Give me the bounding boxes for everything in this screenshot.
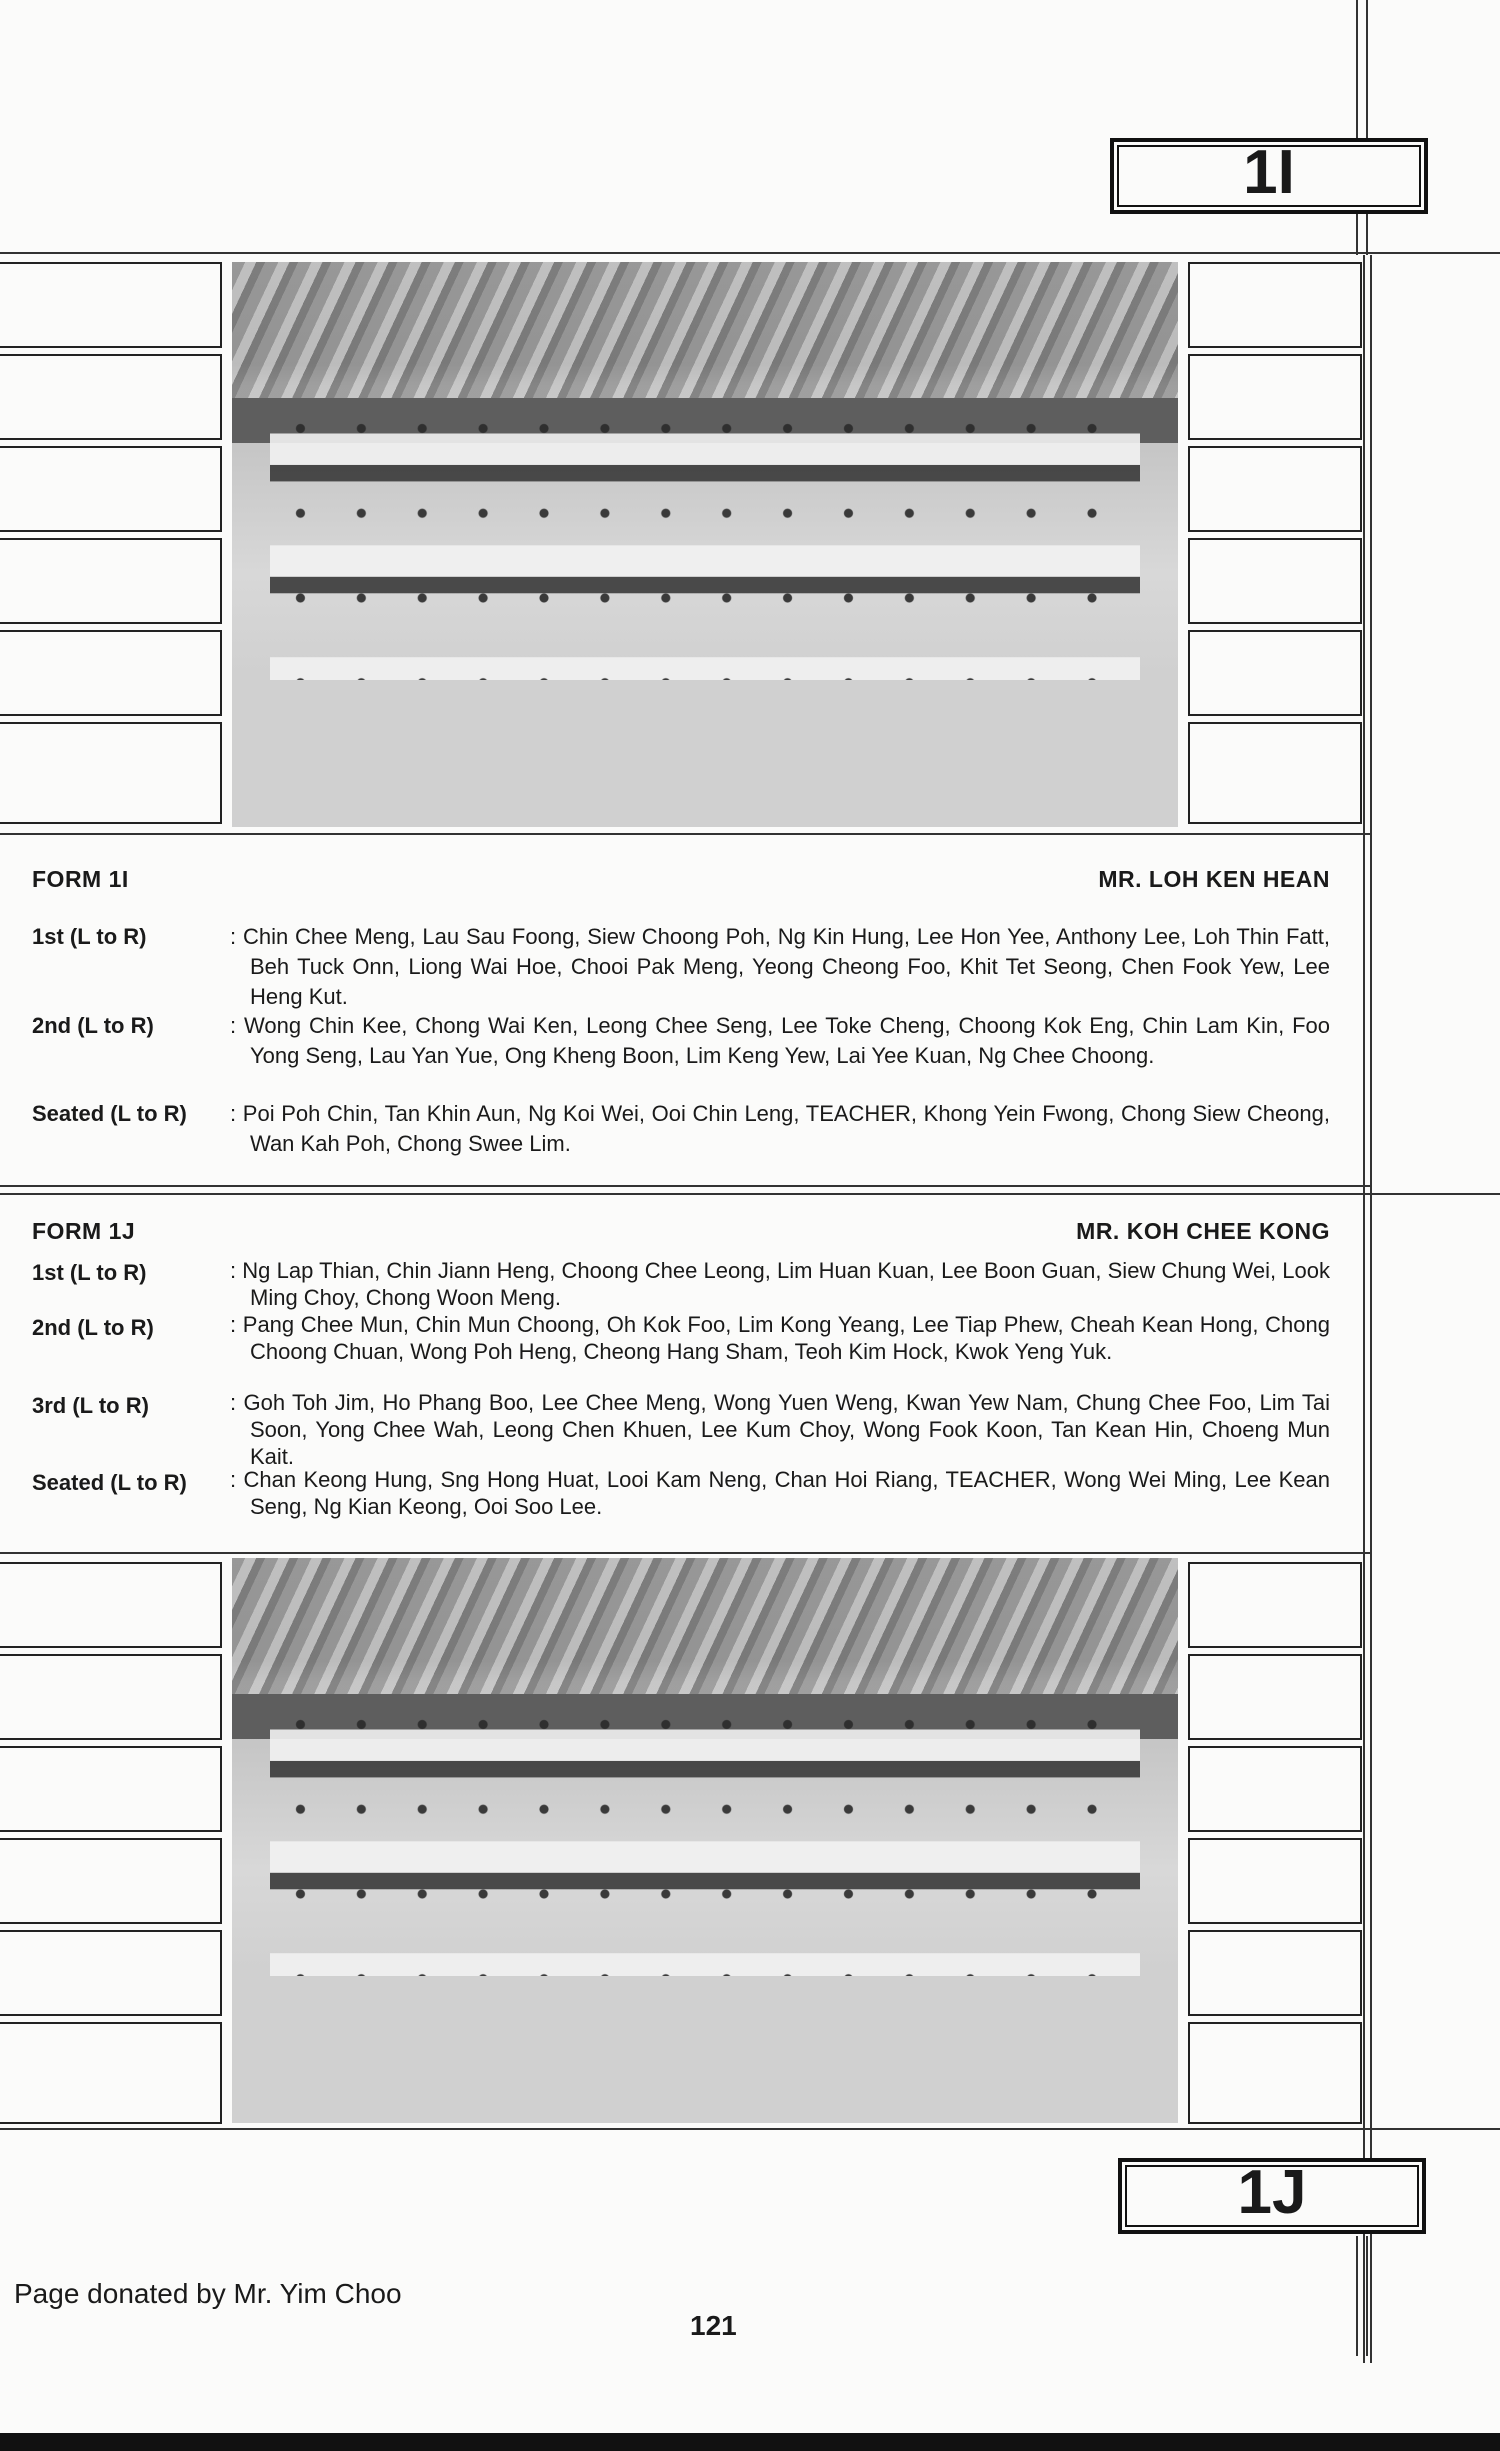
row-names: : Pang Chee Mun, Chin Mun Choong, Oh Kok Foo, Lim Kong Yeang, Lee Tiap Phew, Cheah Kean Hong, Chong Choong Chuan, Wong Poh Heng, Cheong Hang Sham, Teoh Kim Hock, Kwok Yeng Yuk. — [250, 1311, 1330, 1365]
teacher-name-1i: MR. LOH KEN HEAN — [1098, 866, 1330, 892]
side-box — [1188, 2022, 1362, 2124]
frame-line — [1366, 0, 1368, 255]
side-box — [1188, 1654, 1362, 1740]
section-divider — [0, 833, 1372, 835]
form-title-1i: FORM 1I — [32, 866, 129, 892]
side-box — [0, 1746, 222, 1832]
side-box — [0, 262, 222, 348]
side-box — [0, 1838, 222, 1924]
row-names: : Ng Lap Thian, Chin Jiann Heng, Choong Chee Leong, Lim Huan Kuan, Lee Boon Guan, Siew Chung Wei, Look Ming Choy, Chong Woon Meng. — [250, 1257, 1330, 1311]
form-label-text: 1I — [1243, 138, 1295, 207]
side-box — [1188, 722, 1362, 824]
row-label: Seated (L to R) — [32, 1101, 187, 1126]
side-box — [1188, 446, 1362, 532]
form-label-box-1i — [1110, 138, 1428, 214]
page-number: 121 — [690, 2310, 737, 2341]
side-box — [0, 630, 222, 716]
floor — [232, 1976, 1178, 2123]
side-box — [1188, 630, 1362, 716]
side-box — [1188, 1746, 1362, 1832]
row-label: 3rd (L to R) — [32, 1393, 149, 1418]
side-box — [0, 722, 222, 824]
row-label: 2nd (L to R) — [32, 1013, 154, 1038]
row-label: 1st (L to R) — [32, 924, 147, 949]
side-box — [0, 1562, 222, 1648]
row-names: : Poi Poh Chin, Tan Khin Aun, Ng Koi Wei, Ooi Chin Leng, TEACHER, Khong Yein Fwong, Chong Siew Cheong, Wan Kah Poh, Chong Swee Lim. — [250, 1099, 1330, 1159]
row-names: : Chan Keong Hung, Sng Hong Huat, Looi Kam Neng, Chan Hoi Riang, TEACHER, Wong Wei Ming, Lee Kean Seng, Ng Kian Keong, Ooi Soo Lee. — [250, 1466, 1330, 1520]
side-box — [1188, 1930, 1362, 2016]
row-label: 2nd (L to R) — [32, 1315, 154, 1340]
class-photo-1i — [232, 262, 1178, 827]
mural-background — [232, 262, 1178, 398]
frame-line — [1363, 255, 1365, 2363]
row-names: : Chin Chee Meng, Lau Sau Foong, Siew Choong Poh, Ng Kin Hung, Lee Hon Yee, Anthony Lee, Loh Thin Fatt, Beh Tuck Onn, Liong Wai Hoe, Chooi Pak Meng, Yeong Cheong Foo, Khit Tet Seong, Chen Fook Yew, Lee Heng Kut. — [250, 922, 1330, 1012]
side-box — [1188, 538, 1362, 624]
section-divider — [0, 1193, 1500, 1195]
side-box — [0, 2022, 222, 2124]
scan-edge — [0, 2433, 1500, 2451]
side-box — [1188, 262, 1362, 348]
section-divider — [0, 1185, 1372, 1187]
donation-note: Page donated by Mr. Yim Choo — [14, 2278, 402, 2309]
side-box — [0, 1654, 222, 1740]
row-label: 1st (L to R) — [32, 1260, 147, 1285]
side-box — [0, 1930, 222, 2016]
row-names: : Wong Chin Kee, Chong Wai Ken, Leong Chee Seng, Lee Toke Cheng, Choong Kok Eng, Chin Lam Kin, Foo Yong Seng, Lau Yan Yue, Ong Kheng Boon, Lim Keng Yew, Lai Yee Kuan, Ng Chee Choong. — [250, 1011, 1330, 1071]
side-box — [1188, 1838, 1362, 1924]
teacher-name-1j: MR. KOH CHEE KONG — [1076, 1218, 1330, 1244]
frame-line — [1366, 2236, 1368, 2356]
form-label-text: 1J — [1237, 2158, 1307, 2227]
form-title-1j: FORM 1J — [32, 1218, 136, 1244]
row-label: Seated (L to R) — [32, 1470, 187, 1495]
section-divider — [0, 1552, 1372, 1554]
class-photo-1j — [232, 1558, 1178, 2123]
frame-line — [1356, 0, 1358, 255]
mural-background — [232, 1558, 1178, 1694]
frame-line — [1356, 2236, 1358, 2356]
frame-line — [1370, 255, 1372, 2363]
side-box — [1188, 354, 1362, 440]
form-label-box-1j — [1118, 2158, 1426, 2234]
side-box — [1188, 1562, 1362, 1648]
side-box — [0, 538, 222, 624]
frame-line — [0, 252, 1500, 254]
floor — [232, 680, 1178, 827]
row-names: : Goh Toh Jim, Ho Phang Boo, Lee Chee Meng, Wong Yuen Weng, Kwan Yew Nam, Chung Chee Foo, Lim Tai Soon, Yong Chee Wah, Leong Chen Khuen, Lee Kum Choy, Wong Fook Koon, Tan Kean Hin, Choeng Mun Kait. — [250, 1389, 1330, 1470]
section-divider — [0, 2128, 1500, 2130]
side-box — [0, 354, 222, 440]
side-box — [0, 446, 222, 532]
